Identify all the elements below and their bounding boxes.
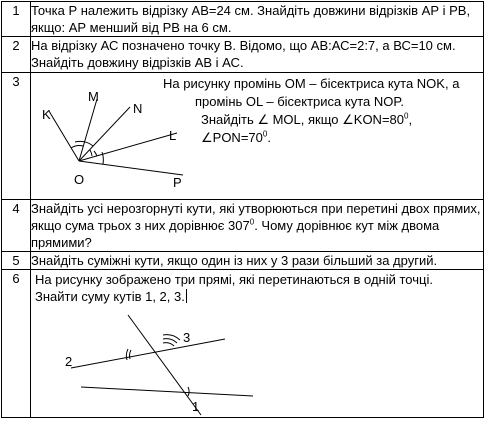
text-fragment: Знайдіть усі нерозгорнуті кути, які утворюються при перетині двох прямих, якщо сума трьох з них дорівнює 307 bbox=[31, 201, 481, 233]
text-fragment: . bbox=[267, 130, 271, 145]
text-fragment: На рисунку зображено три прямі, які перетинаються в одній точці. Знайти суму кутів 1, 2, 3. bbox=[35, 272, 433, 304]
label-angle-2: 2 bbox=[65, 354, 73, 369]
text-fragment: , bbox=[408, 112, 413, 127]
task-number: 4 bbox=[2, 200, 31, 252]
task-text bbox=[35, 271, 475, 305]
task-text: Точка Р належить відрізку АВ=24 см. Знайдіть довжини відрізків АР і РВ, якщо: АР менший від РВ на 6 см. bbox=[31, 2, 484, 37]
task-text: На відрізку АС позначено точку В. Відомо, що АВ:АС=2:7, а ВС=10 см. Знайдіть довжину відрізків АВ і АС. bbox=[31, 37, 484, 73]
angle-arc bbox=[94, 151, 97, 156]
label-angle-3: 3 bbox=[183, 330, 191, 345]
task-number: 1 bbox=[2, 2, 31, 37]
label-angle-1: 1 bbox=[192, 399, 200, 414]
text-fragment: . Чому дорівнює кут між двома прямими? bbox=[31, 218, 440, 250]
task-text bbox=[163, 75, 479, 147]
task-number: 5 bbox=[2, 252, 31, 270]
bisector-figure bbox=[31, 73, 182, 199]
label-o: O bbox=[74, 172, 85, 187]
angle-arc bbox=[71, 146, 83, 148]
tasks-table bbox=[1, 1, 484, 418]
label-p: P bbox=[173, 175, 182, 190]
angle-2-arc bbox=[130, 350, 131, 359]
text-line: На рисунку промінь ОМ – бісектриса кута NOK, а bbox=[163, 76, 460, 91]
label-n: N bbox=[133, 101, 143, 116]
task-row-3 bbox=[2, 73, 484, 200]
text-line bbox=[163, 129, 479, 147]
task-text bbox=[31, 200, 484, 252]
text-line bbox=[163, 111, 479, 129]
angle-2-arc bbox=[126, 349, 128, 360]
line-2 bbox=[71, 339, 225, 368]
task-row-2 bbox=[2, 37, 484, 73]
ray-ok bbox=[49, 111, 79, 161]
degree-sup: 0 bbox=[404, 111, 409, 121]
task-row-6 bbox=[2, 270, 484, 418]
text-cursor bbox=[186, 289, 187, 303]
label-m: M bbox=[88, 89, 99, 104]
ray-op bbox=[79, 161, 183, 175]
angle-1-arc bbox=[188, 387, 189, 396]
task-body bbox=[31, 270, 484, 418]
task-row-4 bbox=[2, 200, 484, 252]
degree-sup: 0 bbox=[249, 217, 255, 227]
task-number: 6 bbox=[2, 270, 31, 418]
label-k: K bbox=[42, 107, 51, 122]
text-fragment: ∠PON=70 bbox=[201, 130, 263, 145]
angle-arc bbox=[90, 150, 92, 156]
degree-sup: 0 bbox=[262, 129, 268, 139]
task-number: 2 bbox=[2, 37, 31, 73]
task-row-1 bbox=[2, 2, 484, 37]
task-number: 3 bbox=[2, 73, 31, 200]
task-row-5 bbox=[2, 252, 484, 270]
line-1 bbox=[81, 387, 253, 396]
task-body bbox=[31, 73, 484, 200]
text-line: промінь OL – бісектриса кута NOP. bbox=[195, 94, 404, 109]
label-l: L bbox=[169, 128, 177, 143]
task-text: Знайдіть суміжні кути, якщо один із них у 3 рази більший за другий. bbox=[31, 252, 484, 270]
text-fragment: Знайдіть ∠ MOL, якщо ∠KON=80 bbox=[201, 112, 404, 127]
angle-3-arc bbox=[163, 343, 174, 346]
